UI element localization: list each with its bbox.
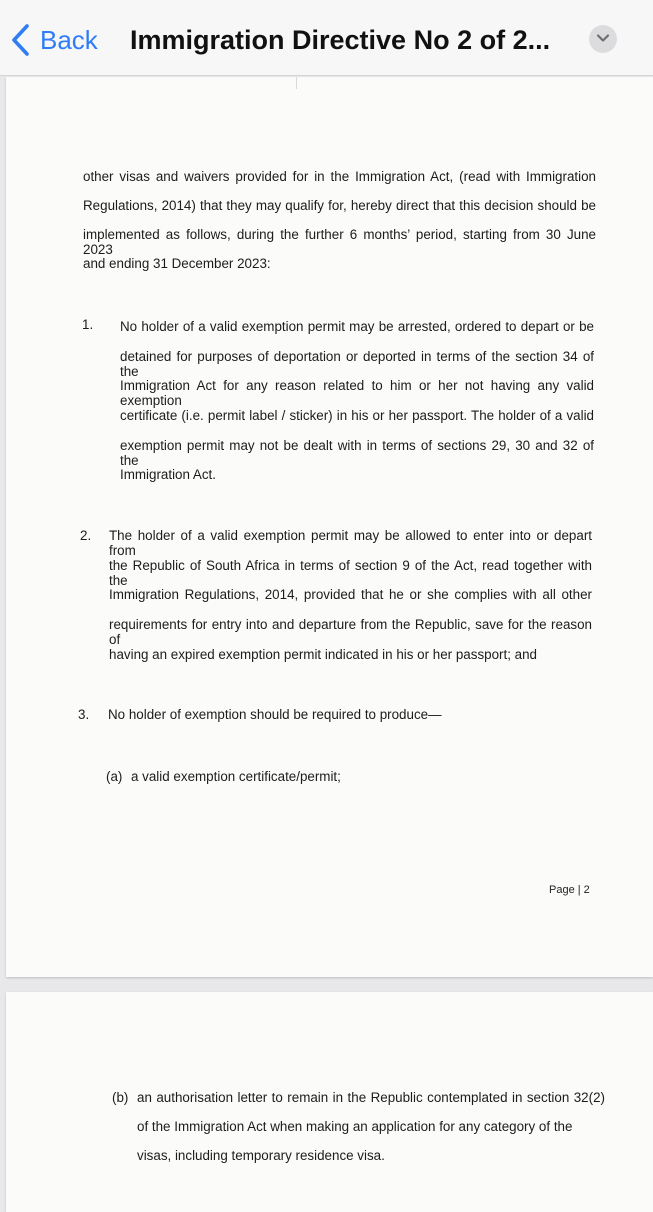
item2-line: the Republic of South Africa in terms of section 9 of the Act, read together with the bbox=[109, 558, 592, 588]
intro-line: other visas and waivers provided for in the Immigration Act, (read with Immigration bbox=[83, 169, 596, 184]
intro-line: Regulations, 2014) that they may qualify for, hereby direct that this decision should be bbox=[83, 198, 596, 213]
page-crease bbox=[296, 77, 297, 89]
item3-text: No holder of exemption should be required to produce— bbox=[108, 707, 442, 722]
item1-line: Immigration Act for any reason related to him or her not having any valid exemption bbox=[120, 378, 594, 408]
item2-line: requirements for entry into and departure from the Republic, save for the reason of bbox=[109, 617, 592, 647]
sub-item-label: (b) bbox=[112, 1090, 129, 1105]
item1-line: exemption permit may not be dealt with in terms of sections 29, 30 and 32 of the bbox=[120, 438, 594, 468]
document-page-3 bbox=[6, 992, 653, 1212]
item2-line: The holder of a valid exemption permit may be allowed to enter into or depart from bbox=[109, 528, 592, 558]
document-page-2 bbox=[6, 77, 653, 977]
chevron-left-icon bbox=[10, 23, 30, 57]
intro-line: and ending 31 December 2023: bbox=[83, 256, 271, 271]
item1-line: No holder of a valid exemption permit may be arrested, ordered to depart or be bbox=[120, 319, 594, 334]
item1-line: Immigration Act. bbox=[120, 467, 216, 482]
item1-line: certificate (i.e. permit label / sticker) in his or her passport. The holder of a valid bbox=[120, 408, 594, 423]
item-number: 1. bbox=[82, 317, 94, 332]
document-title: Immigration Directive No 2 of 2... bbox=[130, 25, 551, 55]
sub-item-text: a valid exemption certificate/permit; bbox=[131, 769, 341, 784]
title-menu-button[interactable] bbox=[589, 25, 617, 53]
page-number: Page | 2 bbox=[549, 884, 590, 896]
item-number: 3. bbox=[78, 707, 90, 722]
sub-b-line: visas, including temporary residence visa. bbox=[137, 1148, 385, 1163]
navigation-bar bbox=[0, 0, 653, 76]
item-number: 2. bbox=[80, 528, 92, 543]
chevron-down-icon bbox=[596, 30, 610, 48]
intro-line: implemented as follows, during the further 6 months’ period, starting from 30 June 2023 bbox=[83, 227, 596, 257]
item2-line: Immigration Regulations, 2014, provided that he or she complies with all other bbox=[109, 587, 592, 602]
sub-item-label: (a) bbox=[106, 769, 123, 784]
item1-line: detained for purposes of deportation or deported in terms of the section 34 of the bbox=[120, 349, 594, 379]
sub-b-line: an authorisation letter to remain in the Republic contemplated in section 32(2) bbox=[137, 1090, 605, 1105]
back-label: Back bbox=[40, 24, 98, 55]
back-button[interactable] bbox=[10, 20, 98, 60]
item2-line: having an expired exemption permit indicated in his or her passport; and bbox=[109, 647, 538, 662]
sub-b-line: of the Immigration Act when making an application for any category of the bbox=[137, 1119, 573, 1134]
